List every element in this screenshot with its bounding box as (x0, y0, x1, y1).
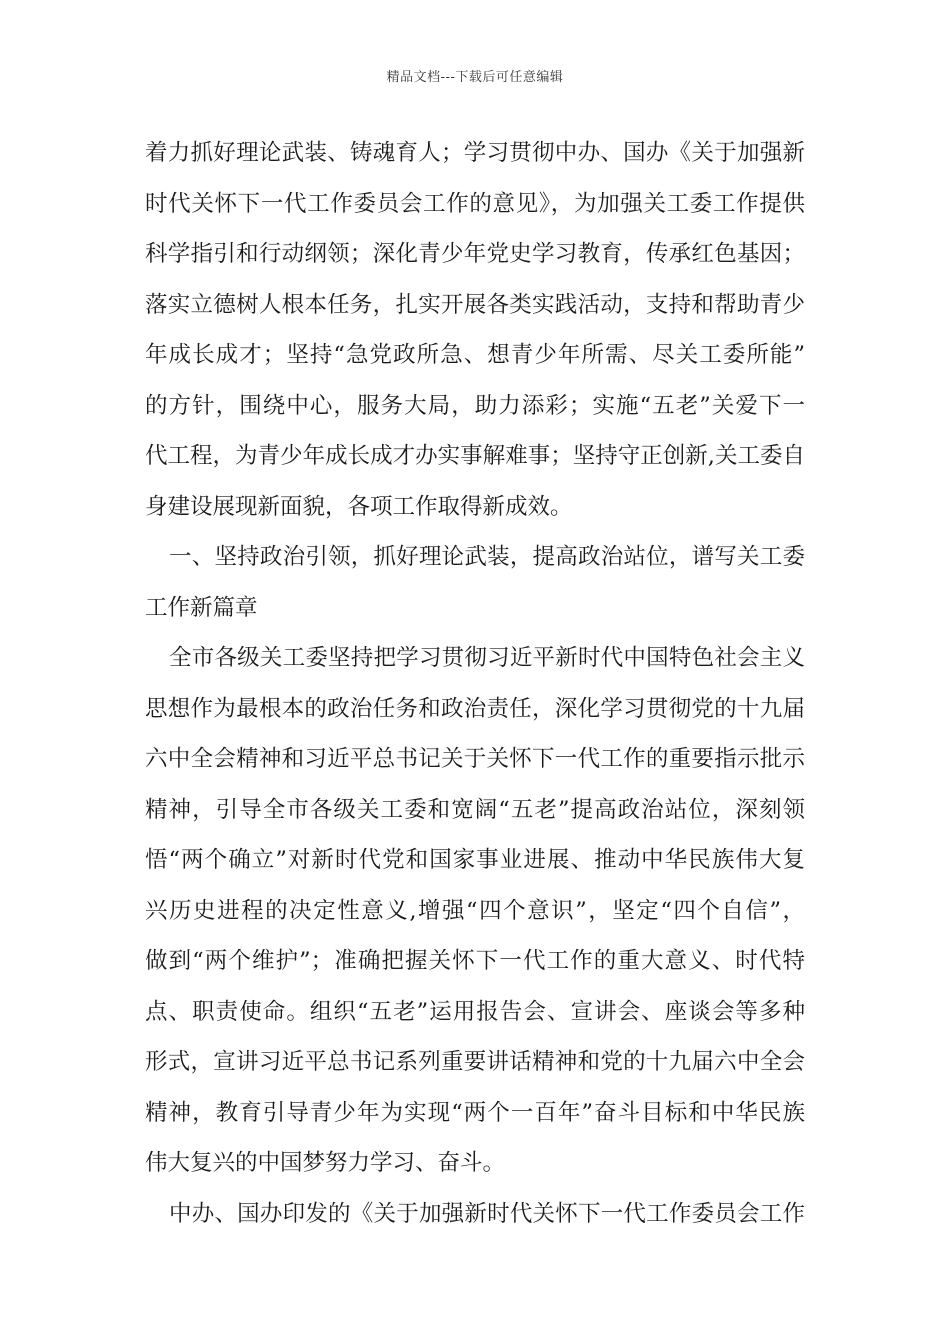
heading-line: 一、坚持政治引领，抓好理论武装，提高政治站位，谱写关工委 (169, 544, 805, 570)
paragraph-2 (145, 633, 805, 1189)
text-line: 时代关怀下一代工作委员会工作的意见》，为加强关工委工作提供 (145, 190, 805, 217)
text-line: 兴历史进程的决定性意义,增强“四个意识”，坚定“四个自信”， (145, 897, 805, 924)
paragraph-3 (145, 1189, 805, 1240)
text-line: 悟“两个确立”对新时代党和国家事业进展、推动中华民族伟大复 (145, 847, 805, 873)
text-line: 的方针，围绕中心，服务大局，助力添彩；实施“五老”关爱下一 (145, 392, 805, 419)
text-line: 科学指引和行动纲领；深化青少年党史学习教育，传承红色基因； (145, 241, 805, 267)
text-line: 伟大复兴的中国梦努力学习、奋斗。 (145, 1150, 506, 1176)
page-header: 精品文档---下载后可任意编辑 (386, 70, 564, 85)
text-line: 形式，宣讲习近平总书记系列重要讲话精神和党的十九届六中全会 (145, 1049, 805, 1075)
text-line: 年成长成才；坚持“急党政所急、想青少年所需、尽关工委所能” (145, 342, 805, 368)
text-line: 精神，引导全市各级关工委和宽阔“五老”提高政治站位，深刻领 (145, 796, 805, 823)
text-line: 点、职责使命。组织“五老”运用报告会、宣讲会、座谈会等多种 (145, 998, 805, 1025)
text-line: 精神，教育引导青少年为实现“两个一百年”奋斗目标和中华民族 (145, 1099, 805, 1126)
text-line: 全市各级关工委坚持把学习贯彻习近平新时代中国特色社会主义 (169, 645, 805, 671)
paragraph-1 (145, 128, 805, 532)
text-line: 中办、国办印发的《关于加强新时代关怀下一代工作委员会工作 (169, 1200, 805, 1227)
section-heading-1 (145, 532, 805, 633)
text-line: 六中全会精神和习近平总书记关于关怀下一代工作的重要指示批示 (145, 746, 805, 772)
text-line: 落实立德树人根本任务，扎实开展各类实践活动，支持和帮助青少 (145, 291, 805, 318)
text-line: 身建设展现新面貌，各项工作取得新成效。 (145, 493, 573, 520)
heading-line: 工作新篇章 (145, 594, 258, 621)
text-line: 思想作为最根本的政治任务和政治责任，深化学习贯彻党的十九届 (145, 695, 805, 722)
text-line: 着力抓好理论武装、铸魂育人；学习贯彻中办、国办《关于加强新 (145, 140, 805, 166)
text-line: 做到“两个维护”；准确把握关怀下一代工作的重大意义、时代特 (145, 948, 805, 974)
document-body (145, 128, 805, 1239)
text-line: 代工程，为青少年成长成才办实事解难事；坚持守正创新,关工委自 (145, 443, 805, 469)
